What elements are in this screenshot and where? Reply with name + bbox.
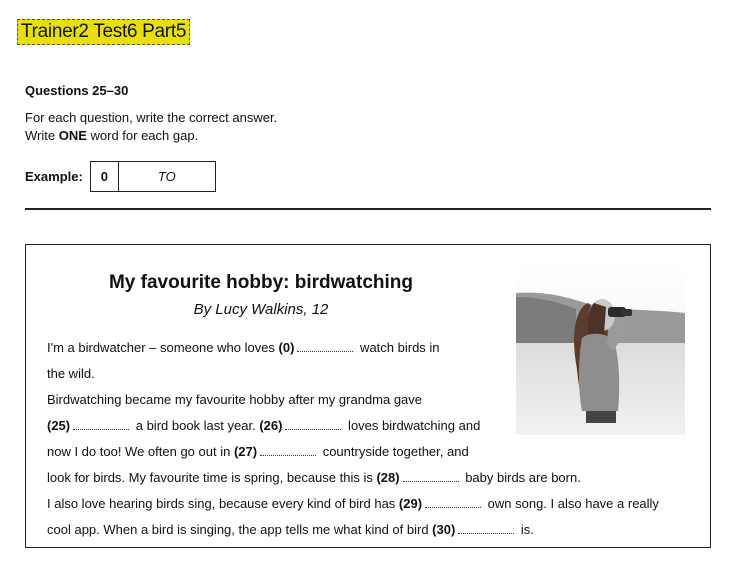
article-text (47, 335, 697, 543)
text-line: Birdwatching became my favourite hobby after my grandma gave (47, 392, 423, 407)
example-answer: TO (157, 169, 176, 184)
instructions (25, 109, 277, 145)
text-line: look for birds. My favourite time is spring, because this is (28) baby birds are born. (47, 470, 581, 485)
instruction-line-2: Write ONE word for each gap. (25, 128, 199, 143)
example-label: Example: (25, 169, 83, 184)
gap-30 (458, 523, 514, 534)
text-line: I'm a birdwatcher – someone who loves (0) watch birds in (47, 340, 440, 355)
text-line: I also love hearing birds sing, because every kind of bird has (29) own song. I also have a really (47, 496, 659, 511)
gap (297, 341, 353, 352)
gap-27 (260, 445, 316, 456)
example-number: 0 (91, 162, 119, 191)
gap-26 (285, 419, 341, 430)
article-byline: By Lucy Walkins, 12 (193, 301, 329, 318)
example-box (90, 161, 216, 192)
text-line: now I do too! We often go out in (27) countryside together, and (47, 444, 469, 459)
divider (25, 208, 711, 210)
gap-28 (403, 471, 459, 482)
example (25, 161, 216, 192)
text-line: the wild. (47, 366, 95, 381)
questions-heading: Questions 25–30 (25, 83, 129, 98)
text-line: (25) a bird book last year. (26) loves birdwatching and (47, 418, 481, 433)
test-tag: Trainer2 Test6 Part5 (17, 19, 190, 45)
article-panel (25, 244, 711, 548)
instruction-line-1: For each question, write the correct answer. (25, 110, 278, 125)
article-title: My favourite hobby: birdwatching (108, 272, 413, 293)
gap-29 (425, 497, 481, 508)
gap-25 (73, 419, 129, 430)
text-line: cool app. When a bird is singing, the app tells me what kind of bird (30) is. (47, 522, 534, 537)
